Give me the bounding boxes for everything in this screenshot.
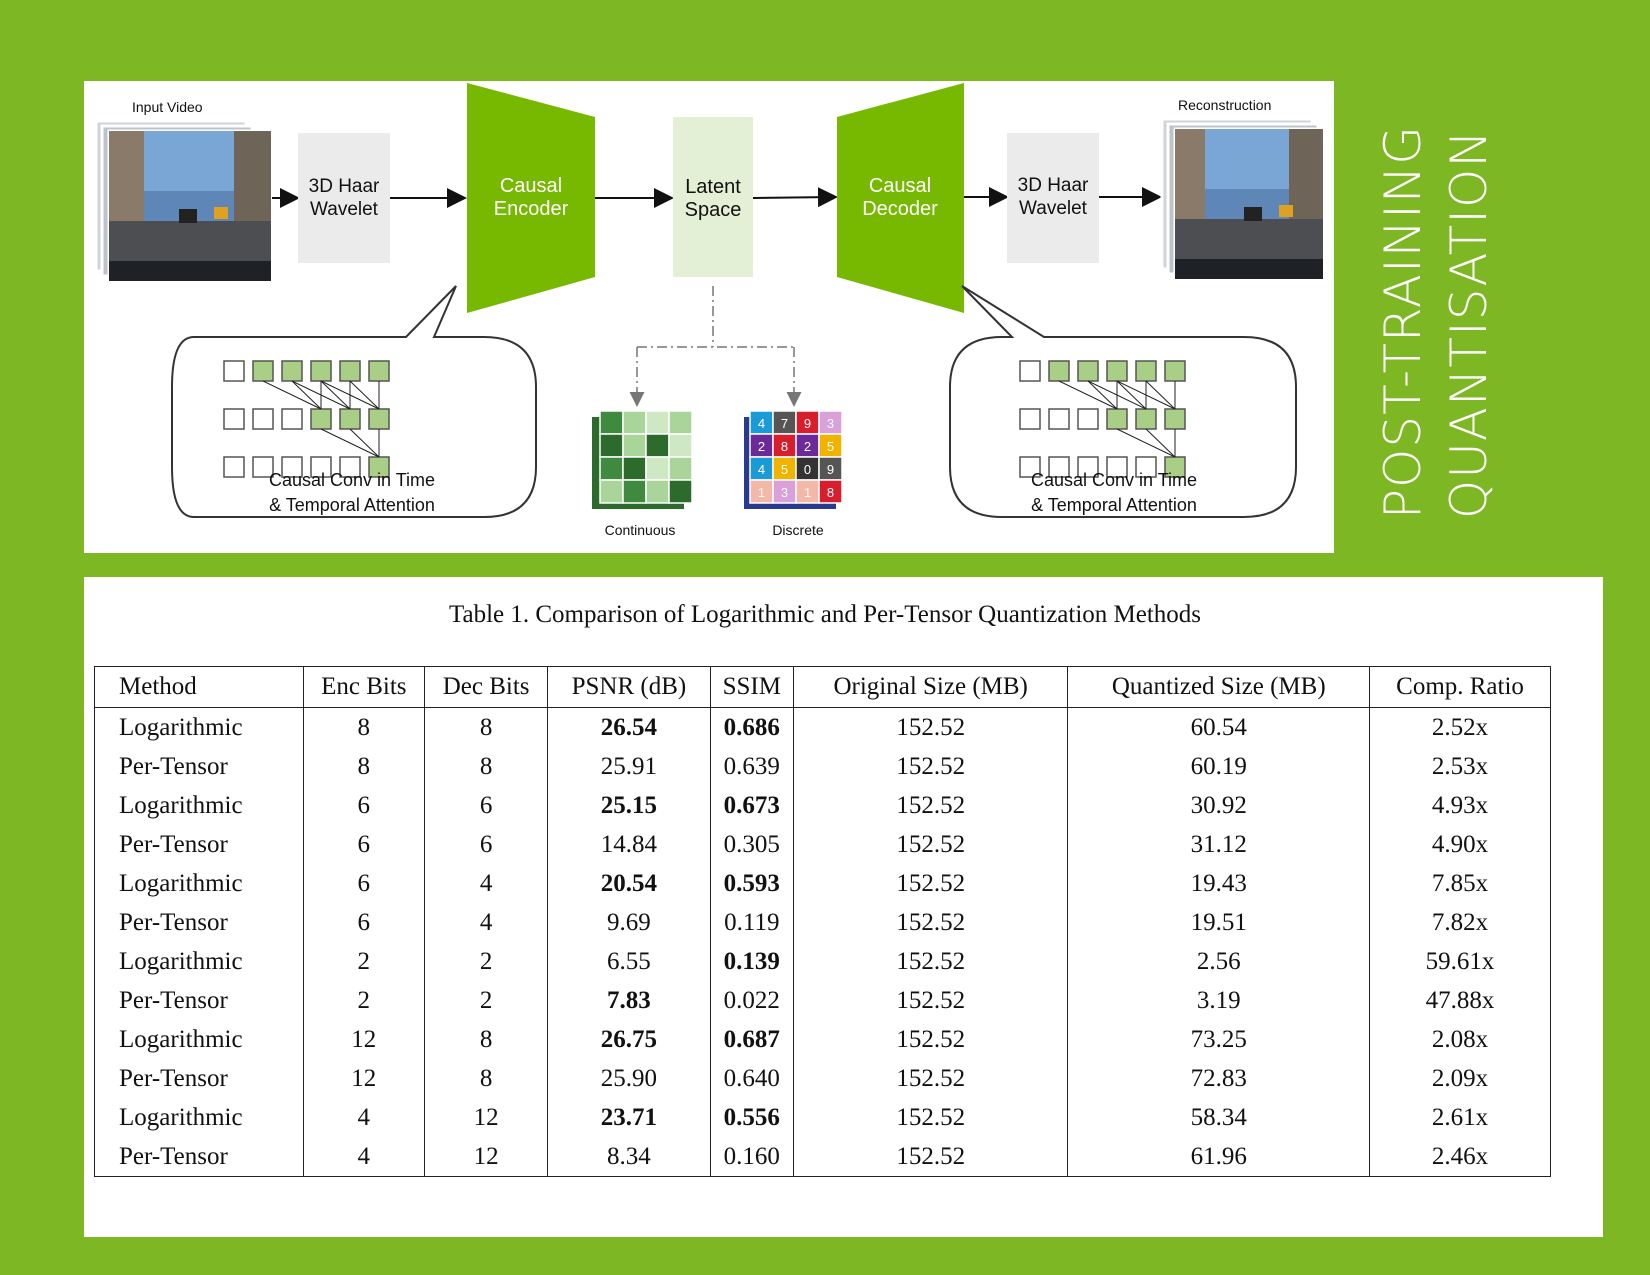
cell-enc-bits: 4	[303, 1137, 424, 1177]
discrete-cell-value: 8	[780, 439, 789, 454]
cell-psnr: 20.54	[548, 864, 710, 903]
cell-method: Per-Tensor	[95, 903, 304, 942]
reconstruction-label: Reconstruction	[1178, 97, 1272, 113]
discrete-cell-value: 9	[803, 416, 812, 431]
table-row	[95, 864, 1551, 903]
latent-split-connector	[637, 286, 794, 404]
cell-enc-bits: 6	[303, 786, 424, 825]
haar-left-line2: Wavelet	[310, 199, 378, 220]
cell-dec-bits: 8	[424, 747, 547, 786]
encoder-line1: Causal	[499, 175, 563, 197]
table-caption: Table 1. Comparison of Logarithmic and Per-Tensor Quantization Methods	[448, 601, 1202, 628]
cell-enc-bits: 8	[303, 708, 424, 748]
cell-quantized-size: 73.25	[1068, 1020, 1370, 1059]
cell-psnr: 25.15	[548, 786, 710, 825]
cell-quantized-size: 2.56	[1068, 942, 1370, 981]
results-table	[94, 666, 1551, 1177]
cell-ssim: 0.022	[710, 981, 793, 1020]
cell-method: Logarithmic	[95, 1020, 304, 1059]
cell-quantized-size: 61.96	[1068, 1137, 1370, 1177]
cell-dec-bits: 4	[424, 903, 547, 942]
cell-method: Logarithmic	[95, 942, 304, 981]
discrete-cell-value: 3	[780, 485, 789, 500]
cell-quantized-size: 30.92	[1068, 786, 1370, 825]
cell-method: Per-Tensor	[95, 981, 304, 1020]
cell-method: Per-Tensor	[95, 825, 304, 864]
cell-comp-ratio: 2.53x	[1370, 747, 1551, 786]
table-row	[95, 1059, 1551, 1098]
cell-original-size: 152.52	[793, 942, 1067, 981]
cell-enc-bits: 6	[303, 903, 424, 942]
cell-enc-bits: 4	[303, 1098, 424, 1137]
reconstruction-frames	[1162, 119, 1323, 279]
cell-dec-bits: 8	[424, 1059, 547, 1098]
cell-comp-ratio: 59.61x	[1370, 942, 1551, 981]
cell-comp-ratio: 2.52x	[1370, 708, 1551, 748]
cell-enc-bits: 12	[303, 1020, 424, 1059]
cell-psnr: 26.54	[548, 708, 710, 748]
cell-quantized-size: 19.43	[1068, 864, 1370, 903]
discrete-cell-value: 2	[803, 439, 812, 454]
cell-original-size: 152.52	[793, 1098, 1067, 1137]
header-enc-bits: Enc Bits	[303, 667, 424, 708]
cell-psnr: 23.71	[548, 1098, 710, 1137]
cell-psnr: 7.83	[548, 981, 710, 1020]
side-title-line1: POST-TRAINING	[1374, 125, 1432, 520]
cell-quantized-size: 31.12	[1068, 825, 1370, 864]
cell-method: Logarithmic	[95, 1098, 304, 1137]
cell-dec-bits: 8	[424, 1020, 547, 1059]
cell-dec-bits: 2	[424, 942, 547, 981]
cell-ssim: 0.686	[710, 708, 793, 748]
cell-enc-bits: 2	[303, 981, 424, 1020]
cell-psnr: 25.90	[548, 1059, 710, 1098]
cell-original-size: 152.52	[793, 903, 1067, 942]
cell-comp-ratio: 2.61x	[1370, 1098, 1551, 1137]
cell-method: Per-Tensor	[95, 747, 304, 786]
cell-ssim: 0.305	[710, 825, 793, 864]
cell-ssim: 0.119	[710, 903, 793, 942]
cell-dec-bits: 2	[424, 981, 547, 1020]
table-row	[95, 786, 1551, 825]
cell-psnr: 6.55	[548, 942, 710, 981]
side-title-line2: QUANTISATION	[1440, 129, 1498, 520]
table-panel	[84, 577, 1603, 1237]
cell-quantized-size: 72.83	[1068, 1059, 1370, 1098]
cell-dec-bits: 4	[424, 864, 547, 903]
header-original-size: Original Size (MB)	[793, 667, 1067, 708]
cell-ssim: 0.160	[710, 1137, 793, 1177]
cell-enc-bits: 12	[303, 1059, 424, 1098]
continuous-latent-grid	[592, 411, 692, 509]
cell-psnr: 26.75	[548, 1020, 710, 1059]
table-row	[95, 1098, 1551, 1137]
cell-comp-ratio: 4.90x	[1370, 825, 1551, 864]
discrete-cell-value: 1	[803, 485, 812, 500]
cell-quantized-size: 58.34	[1068, 1098, 1370, 1137]
discrete-cell-value: 1	[757, 485, 766, 500]
cell-comp-ratio: 7.82x	[1370, 903, 1551, 942]
cell-method: Per-Tensor	[95, 1059, 304, 1098]
cell-enc-bits: 2	[303, 942, 424, 981]
cell-method: Per-Tensor	[95, 1137, 304, 1177]
discrete-cell-value: 5	[826, 439, 835, 454]
header-ssim: SSIM	[710, 667, 793, 708]
header-psnr: PSNR (dB)	[548, 667, 710, 708]
cell-dec-bits: 8	[424, 708, 547, 748]
table-row	[95, 1137, 1551, 1177]
discrete-cell-value: 0	[803, 462, 812, 477]
discrete-cell-value: 8	[826, 485, 835, 500]
discrete-cell-value: 9	[826, 462, 835, 477]
table-row	[95, 1020, 1551, 1059]
side-title-text	[1370, 125, 1502, 519]
cell-psnr: 8.34	[548, 1137, 710, 1177]
cell-comp-ratio: 47.88x	[1370, 981, 1551, 1020]
continuous-label: Continuous	[604, 522, 676, 538]
table-row	[95, 747, 1551, 786]
cell-method: Logarithmic	[95, 864, 304, 903]
cell-original-size: 152.52	[793, 1020, 1067, 1059]
cell-method: Logarithmic	[95, 786, 304, 825]
cell-original-size: 152.52	[793, 786, 1067, 825]
bubble-right-line2: & Temporal Attention	[1031, 495, 1197, 515]
cell-enc-bits: 8	[303, 747, 424, 786]
cell-ssim: 0.556	[710, 1098, 793, 1137]
cell-original-size: 152.52	[793, 747, 1067, 786]
cell-ssim: 0.139	[710, 942, 793, 981]
header-quantized-size: Quantized Size (MB)	[1068, 667, 1370, 708]
cell-original-size: 152.52	[793, 864, 1067, 903]
header-method: Method	[95, 667, 304, 708]
cell-method: Logarithmic	[95, 708, 304, 748]
haar-right-line2: Wavelet	[1019, 198, 1087, 219]
cell-psnr: 25.91	[548, 747, 710, 786]
input-video-label: Input Video	[132, 99, 203, 115]
cell-comp-ratio: 2.08x	[1370, 1020, 1551, 1059]
header-dec-bits: Dec Bits	[424, 667, 547, 708]
cell-quantized-size: 60.19	[1068, 747, 1370, 786]
discrete-cell-value: 3	[826, 416, 835, 431]
cell-ssim: 0.593	[710, 864, 793, 903]
cell-dec-bits: 6	[424, 825, 547, 864]
input-video-frames	[96, 121, 271, 281]
cell-quantized-size: 3.19	[1068, 981, 1370, 1020]
header-comp-ratio: Comp. Ratio	[1370, 667, 1551, 708]
cell-comp-ratio: 4.93x	[1370, 786, 1551, 825]
architecture-diagram	[84, 81, 1334, 553]
cell-comp-ratio: 2.09x	[1370, 1059, 1551, 1098]
discrete-latent-grid	[744, 411, 842, 509]
bubble-left-line2: & Temporal Attention	[269, 495, 435, 515]
latent-line1: Latent	[685, 176, 741, 198]
table-row	[95, 708, 1551, 748]
side-title	[1370, 125, 1520, 525]
table-row	[95, 825, 1551, 864]
decoder-line1: Causal	[868, 175, 932, 197]
table-header-row	[95, 667, 1551, 708]
cell-ssim: 0.639	[710, 747, 793, 786]
haar-wavelet-left	[298, 133, 390, 263]
table-row	[95, 903, 1551, 942]
encoder-line2: Encoder	[493, 198, 569, 220]
cell-original-size: 152.52	[793, 981, 1067, 1020]
bubble-right-line1: Causal Conv in Time	[1030, 470, 1198, 490]
cell-ssim: 0.673	[710, 786, 793, 825]
cell-psnr: 9.69	[548, 903, 710, 942]
cell-ssim: 0.687	[710, 1020, 793, 1059]
cell-dec-bits: 12	[424, 1137, 547, 1177]
cell-original-size: 152.52	[793, 1137, 1067, 1177]
discrete-label: Discrete	[772, 522, 824, 538]
cell-original-size: 152.52	[793, 825, 1067, 864]
cell-quantized-size: 60.54	[1068, 708, 1370, 748]
cell-dec-bits: 6	[424, 786, 547, 825]
discrete-cell-value: 7	[780, 416, 789, 431]
table-row	[95, 942, 1551, 981]
cell-enc-bits: 6	[303, 825, 424, 864]
cell-comp-ratio: 2.46x	[1370, 1137, 1551, 1177]
discrete-cell-value: 4	[757, 416, 766, 431]
table-body	[95, 708, 1551, 1177]
cell-dec-bits: 12	[424, 1098, 547, 1137]
latent-line2: Space	[684, 199, 742, 221]
decoder-line2: Decoder	[862, 198, 938, 220]
cell-ssim: 0.640	[710, 1059, 793, 1098]
discrete-cell-value: 4	[757, 462, 766, 477]
cell-original-size: 152.52	[793, 1059, 1067, 1098]
cell-psnr: 14.84	[548, 825, 710, 864]
cell-quantized-size: 19.51	[1068, 903, 1370, 942]
cell-enc-bits: 6	[303, 864, 424, 903]
bubble-left-line1: Causal Conv in Time	[268, 470, 436, 490]
cell-original-size: 152.52	[793, 708, 1067, 748]
haar-left-line1: 3D Haar	[308, 176, 380, 197]
discrete-cell-value: 5	[780, 462, 789, 477]
haar-right-line1: 3D Haar	[1017, 175, 1089, 196]
discrete-cell-value: 2	[757, 439, 766, 454]
table-row	[95, 981, 1551, 1020]
cell-comp-ratio: 7.85x	[1370, 864, 1551, 903]
